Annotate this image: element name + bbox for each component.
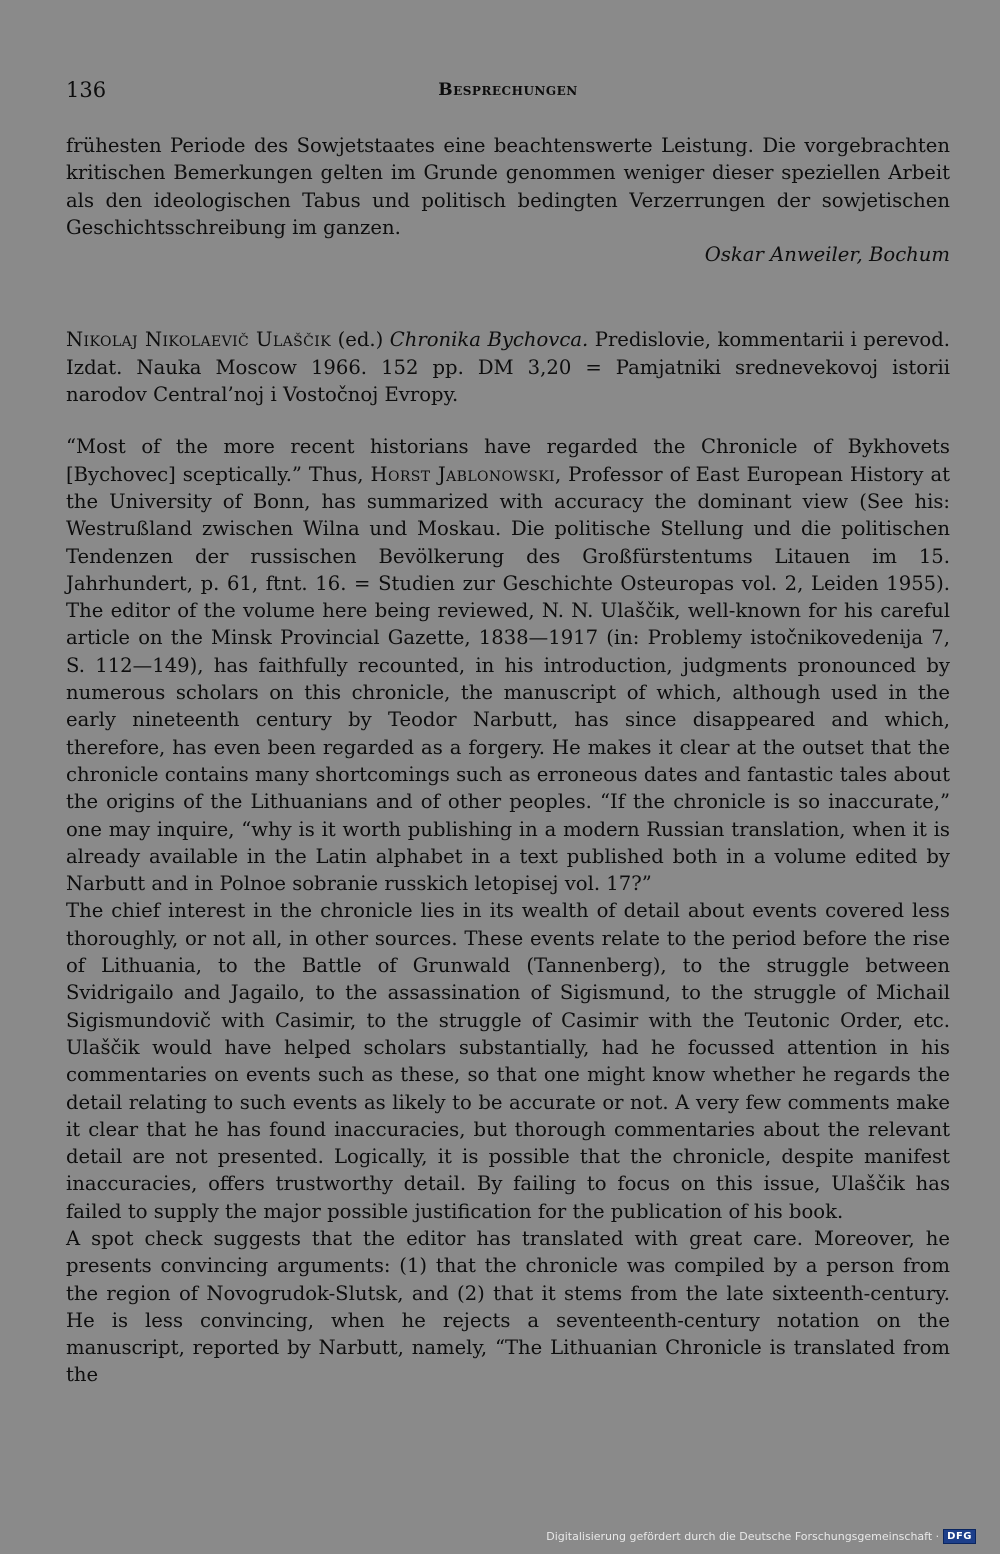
book-details: Predislovie, kommentarii i perevod. Izdat. Nauka Moscow 1966. 152 pp. DM 3,20 = Pamjatniki srednevekovoj istorii narodov Central’noj i Vostočnoj Evropy. (66, 328, 950, 407)
paragraph-text: , Professor of East European History at the University of Bonn, has summarized with accuracy the dominant view (See his: Westrußland zwischen Wilna und Moskau. Die politische Stellung und die politischen Tendenzen der russischen Bevölkerung des Großfürstentums Litauen im 15. Jahrhundert, p. 61, ftnt. 16. = Studien zur Geschichte Osteuropas vol. 2, Leiden 1955). The editor of the volume here being reviewed, N. N. Ulaščik, well-known for his careful article on the Minsk Provincial Gazette, 1838—1917 (in: Problemy istočnikovedenija 7, S. 112—149), has faithfully recounted, in his introduction, judgments pronounced by numerous scholars on this chronicle, the manuscript of which, although used in the early nineteenth century by Teodor Narbutt, has since disappeared and which, therefore, has even been regarded as a forgery. He makes it clear at the outset that the chronicle contains many shortcomings such as erroneous dates and fantastic tales about the origins of the Lithuanians and of other peoples. “If the chronicle is so inaccurate,” one may inquire, “why is it worth publishing in a modern Russian translation, when it is already available in the Latin alphabet in a text published both in a volume edited by Narbutt and in Polnoe sobranie russkich letopisej vol. 17?” (66, 462, 950, 896)
previous-review-closing-paragraph: frühesten Periode des Sowjetstaates eine beachtenswerte Leistung. Die vorgebrachten kritischen Bemerkungen gelten im Grunde genommen weniger dieser speziellen Arbeit als den ideologischen Tabus und politisch bedingten Verzerrungen der sowjetischen Geschichtsschreibung im ganzen. (66, 134, 950, 239)
review-citation (66, 326, 950, 408)
review-paragraph-3: A spot check suggests that the editor has translated with great care. Moreover, he presents convincing arguments: (1) that the chronicle was compiled by a person from the region of Novogrudok-Slutsk, and (2) that it stems from the late sixteenth-century. He is less convincing, when he rejects a seventeenth-century notation on the manuscript, reported by Narbutt, namely, “The Lithuanian Chronicle is translated from the (66, 1226, 950, 1387)
digitization-footer (546, 1529, 976, 1544)
review-paragraph-2: The chief interest in the chronicle lies in its wealth of detail about events covered less thoroughly, or not all, in other sources. These events relate to the period before the rise of Lithuania, to the Battle of Grunwald (Tannenberg), to the struggle between Svidrigailo and Jagailo, to the assassination of Sigismund, to the struggle of Michail Sigismundovič with Casimir, to the struggle of Casimir with the Teutonic Order, etc. Ulaščik would have helped scholars substantially, had he focussed attention in his commentaries on events such as these, so that one might know whether he regards the detail relating to such events as likely to be accurate or not. A very few comments make it clear that he has found inaccuracies, but thorough commentaries about the relevant detail are not presented. Logically, it is possible that the chronicle, despite manifest inaccuracies, offers trustworthy detail. By failing to focus on this issue, Ulaščik has failed to supply the major possible justification for the publication of his book. (66, 899, 950, 1223)
page-number: 136 (66, 78, 107, 102)
book-author: Nikolaj Nikolaevič Ulaščik (66, 328, 332, 352)
paragraph-text: “Most of the more recent historians have regarded the Chronicle of Bykhovets [Bychovec] sceptically.” Thus, (66, 435, 950, 486)
book-title: Chronika Bychovca. (389, 328, 589, 352)
section-title: Besprechungen (438, 80, 578, 100)
review-paragraph-1 (66, 433, 950, 897)
author-role: (ed.) (331, 328, 390, 352)
page (66, 74, 950, 1389)
cited-author-name: Horst Jablonowski (370, 462, 555, 486)
dfg-logo: DFG (943, 1529, 976, 1544)
running-head (66, 74, 950, 108)
funding-note: Digitalisierung gefördert durch die Deutsche Forschungsgemeinschaft · (546, 1530, 940, 1543)
reviewer-signature: Oskar Anweiler, Bochum (704, 243, 950, 267)
